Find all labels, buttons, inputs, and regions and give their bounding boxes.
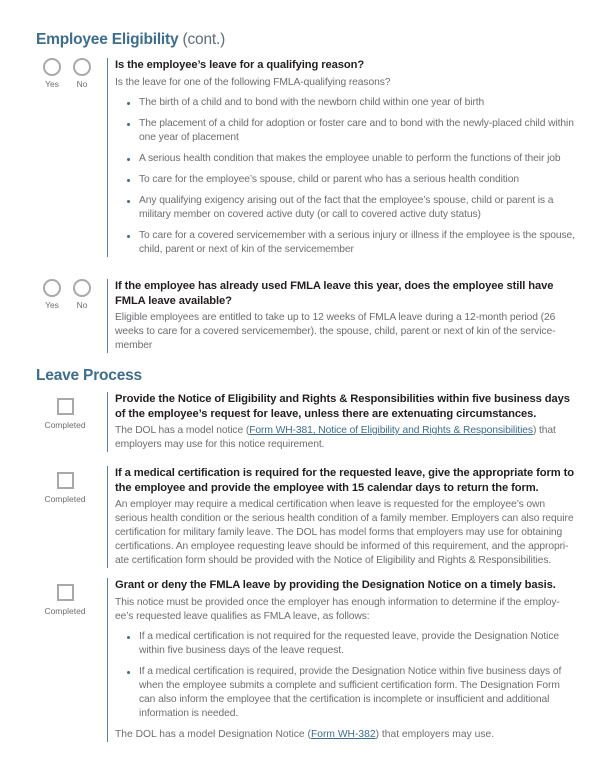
radio-no-label: No [76, 79, 88, 89]
item-question: If a medical certification is required for the requested leave, give the appropriate form to the employee and provide the employee with 15 calendar days to return the form. [115, 467, 574, 494]
footer-text-after: ) that employers may use. [375, 728, 495, 740]
item-question: If the employee has already used FMLA leave this year, does the employee still have FMLA leave available? [115, 280, 554, 307]
item-footer [115, 728, 577, 742]
item-body [107, 578, 577, 742]
section-title-leave-process [36, 367, 142, 385]
radio-yes-label: Yes [45, 300, 59, 310]
completed-checkbox[interactable] [57, 472, 74, 489]
completed-checkbox-group [36, 472, 102, 504]
desc-text-after: ) that employers may use for this notice requirement. [115, 425, 556, 450]
list-item: The placement of a child for adoption or foster care and to bond with the newly-placed child within one year of placement [127, 117, 577, 145]
section-title-text: Employee Eligibility [36, 31, 179, 48]
list-item: A serious health condition that makes the employee unable to perform the functions of their job [127, 152, 577, 166]
item-question: Grant or deny the FMLA leave by providing the Designation Notice on a timely basis. [115, 579, 556, 591]
section-title-employee-eligibility [36, 31, 225, 49]
item-body [107, 392, 577, 452]
item-body [107, 279, 577, 353]
item-description: This notice must be provided once the employer has enough information to determine if the employ-ee’s requested leave qualifies as FMLA leave, as follows: [115, 596, 560, 622]
completed-checkbox[interactable] [57, 398, 74, 415]
radio-no[interactable] [73, 279, 91, 297]
list-item: The birth of a child and to bond with the newborn child within one year of birth [127, 96, 577, 110]
list-item: Any qualifying exigency arising out of the fact that the employee’s spouse, child or parent is a military member on covered active duty (or call to covered active duty status) [127, 194, 577, 222]
item-body [107, 58, 577, 257]
item-question: Is the employee’s leave for a qualifying reason? [115, 59, 365, 71]
list-item: To care for a covered servicemember with a serious injury or illness if the employee is the spouse, child, parent or next of kin of the servicemember [127, 229, 577, 257]
item-question: Provide the Notice of Eligibility and Rights & Responsibilities within five business days of the employee’s request for leave, unless there are extenuating circumstances. [115, 393, 570, 420]
section-title-suffix: (cont.) [182, 31, 226, 48]
item-description: Is the leave for one of the following FMLA-qualifying reasons? [115, 76, 391, 88]
section-title-text: Leave Process [36, 367, 142, 384]
completed-checkbox[interactable] [57, 584, 74, 601]
yes-no-radio-group [36, 279, 102, 310]
list-item: If a medical certification is required, provide the Designation Notice within five business days of when the employee submits a complete and sufficient certification form. The Designation Form can also inform the employee that the certification is incomplete or insufficient and additional information is needed. [127, 665, 577, 721]
completed-checkbox-group [36, 398, 102, 430]
list-item: If a medical certification is not required for the requested leave, provide the Designation Notice within five business days of the leave request. [127, 630, 577, 658]
designation-rules-list [115, 630, 577, 721]
radio-yes-label: Yes [45, 79, 59, 89]
item-description [115, 424, 577, 452]
completed-label: Completed [44, 606, 86, 616]
list-item: To care for the employee’s spouse, child or parent who has a serious health condition [127, 173, 577, 187]
radio-no-label: No [76, 300, 88, 310]
form-wh-381-link[interactable]: Form WH-381, Notice of Eligibility and Rights & Responsibilities [249, 425, 533, 436]
radio-yes[interactable] [43, 279, 61, 297]
item-description: An employer may require a medical certification when leave is requested for the employee’s own serious health condition or the serious health condition of a family member. Employers can also require certification for military family leave. The DOL has model forms that employers may use for obtaining certifications. An employee requesting leave should be informed of this requirement, and the appropri-ate certification form should be provided with the Notice of Eligibility and Rights & Responsibilities. [115, 499, 574, 566]
completed-label: Completed [44, 494, 86, 504]
form-wh-382-link[interactable]: Form WH-382 [310, 728, 376, 740]
yes-no-radio-group [36, 58, 102, 89]
item-description: Eligible employees are entitled to take up to 12 weeks of FMLA leave during a 12-month period (26 weeks to care for a covered servicemember). the spouse, child, parent or next of kin of the service-member [115, 312, 556, 351]
completed-checkbox-group [36, 584, 102, 616]
qualifying-reasons-list [115, 96, 577, 257]
footer-text-before: The DOL has a model Designation Notice ( [115, 728, 311, 740]
desc-text-before: The DOL has a model notice ( [115, 425, 250, 436]
radio-yes[interactable] [43, 58, 61, 76]
item-body [107, 466, 577, 568]
completed-label: Completed [44, 420, 86, 430]
radio-no[interactable] [73, 58, 91, 76]
